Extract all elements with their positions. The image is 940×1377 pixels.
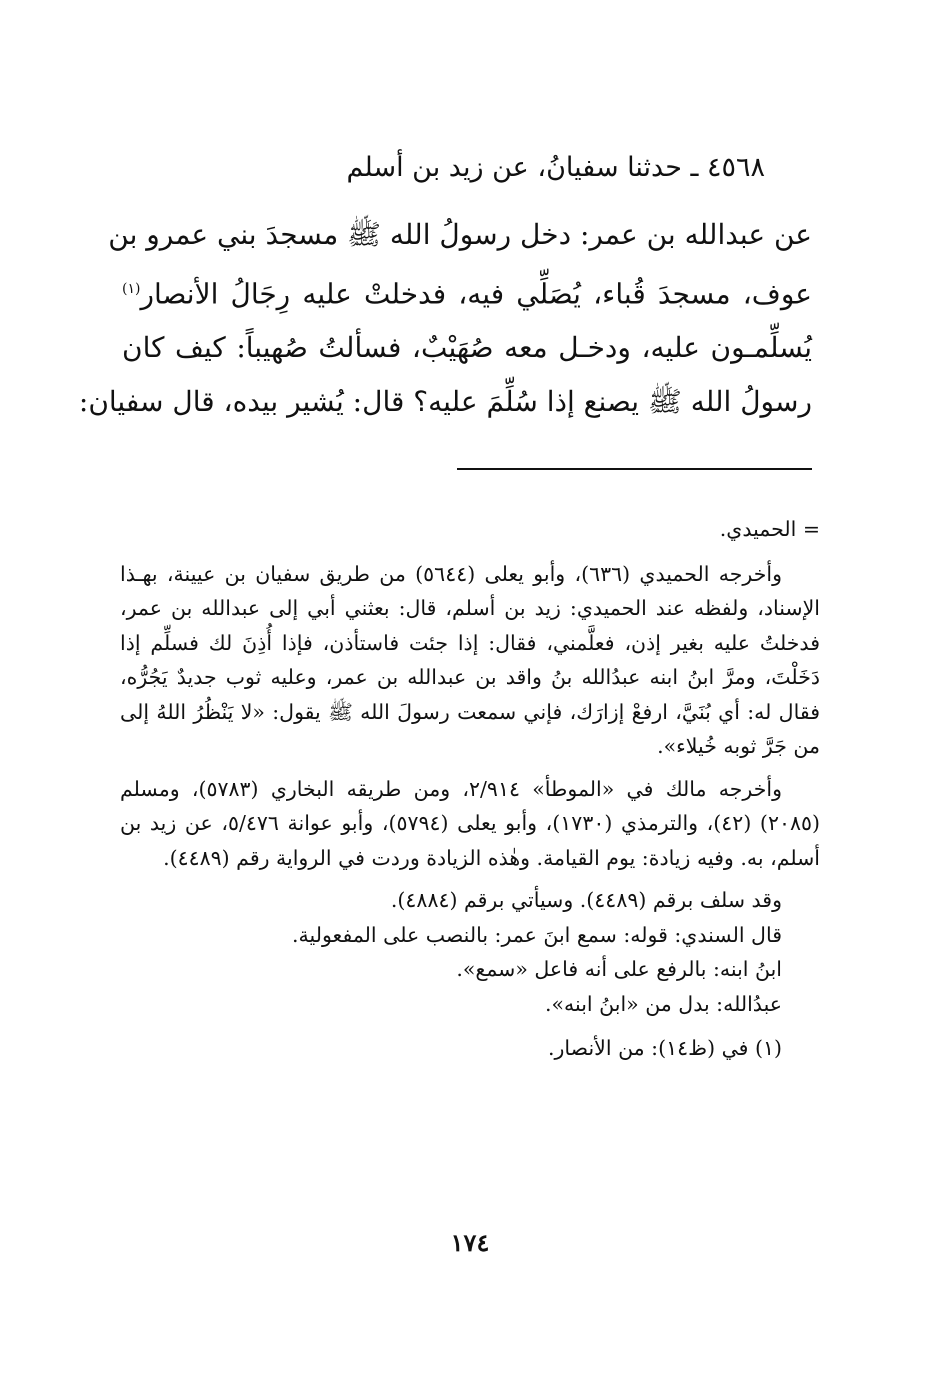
footnote-paragraph-2: وأخرجه مالك في «الموطأ» ٢/٩١٤، ومن طريقه البخاري (٥٧٨٣)، ومسلم (٢٠٨٥) (٤٢)، والترمذي (١٧٣٠)، وأبو يعلى (٥٧٩٤)، وأبو عوانة ٥/٤٧٦، عن زيد بن أسلم، به. وفيه زيادة: يوم القيامة. وهٰذه الزيادة وردت في الرواية رقم (٤٤٨٩). [120, 776, 820, 870]
footnote-continuation: = الحميدي. [719, 517, 820, 541]
footnote-line-3: ابنُ ابنه: بالرفع على أنه فاعل «سمع». [456, 957, 782, 981]
footnote-note-1: (١) في (ظ١٤): من الأنصار. [548, 1036, 782, 1060]
hadith-line-4: رسولُ الله ﷺ يصنع إذا سُلِّمَ عليه؟ قال: يُشير بيده، قال سفيان: [78, 385, 812, 419]
footnote-line-2: قال السندي: قوله: سمع ابنَ عمر: بالنصب على المفعولية. [292, 922, 782, 947]
hadith-line-2-text: عوف، مسجدَ قُباء، يُصَلِّي فيه، فدخلتْ عليه رِجَالُ الأنصار [140, 277, 812, 311]
hadith-line-1: عن عبدالله بن عمر: دخل رسولُ الله ﷺ مسجدَ بني عمرو بن [108, 218, 812, 251]
footnote-divider [457, 468, 812, 470]
footnotes-section [120, 512, 820, 1066]
footnote-paragraph-1: وأخرجه الحميدي (٦٣٦)، وأبو يعلى (٥٦٤٤) من طريق سفيان بن عيينة، بهـذا الإسناد، ولفظه عند الحميدي: زيد بن أسلم، قال: بعثني أبي إلى عبدالله بن عمر، فدخلتُ عليه بغير إذن، فعلَّمني، فقال: إذا جئت فاستأذن، فإذا أُذِنَ لك فسلِّم إذا دَخَلْتَ، ومرَّ ابنُ ابنه عبدُالله بنُ واقد بن عبدالله بن عمر، وعليه ثوب جديدٌ يَجُرُّه، فقال له: أي بُنَيَّ، ارفعْ إزارَك، فإني سمعت رسولَ الله ﷺ يقول: «لا يَنْظُرُ اللهُ إلى من جَرَّ ثوبه خُيلاء». [120, 561, 820, 758]
hadith-header: ٤٥٦٨ ـ حدثنا سفيانُ، عن زيد بن أسلم [346, 152, 765, 183]
footnote-line-1: وقد سلف برقم (٤٤٨٩). وسيأتي برقم (٤٨٨٤). [390, 888, 782, 912]
hadith-line-2 [122, 262, 812, 321]
hadith-text [78, 208, 812, 429]
footnote-line-4: عبدُالله: بدل من «ابنُ ابنه». [544, 991, 782, 1016]
footnote-ref: (١) [122, 281, 141, 297]
hadith-line-3: يُسلِّمـون عليه، ودخـل معه صُهَيْبٌ، فسألتُ صُهيباً: كيف كان [122, 331, 812, 365]
page-number: ١٧٤ [450, 1228, 490, 1257]
